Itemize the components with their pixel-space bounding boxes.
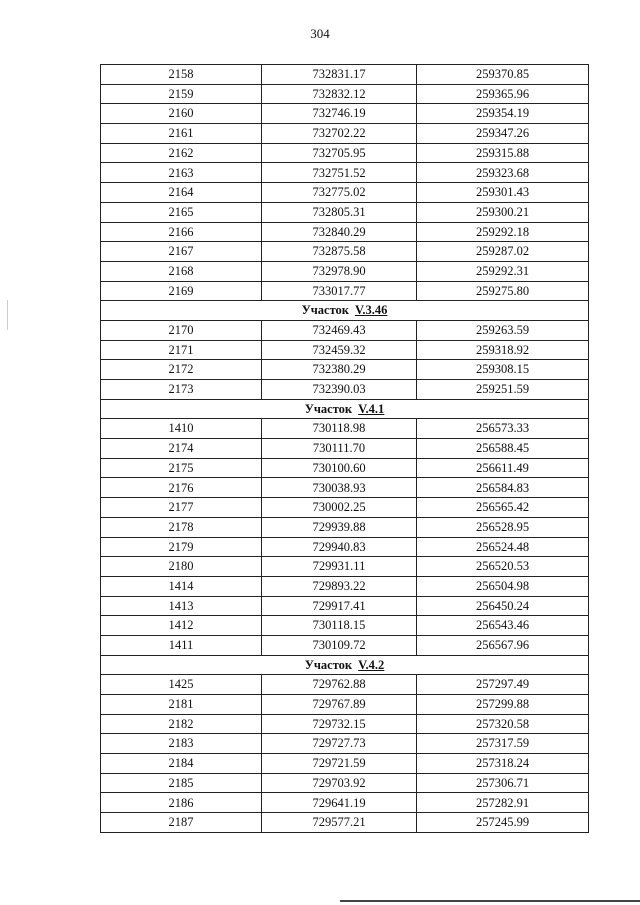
x-coordinate-cell: 729931.11 [262,557,417,577]
bottom-rule [340,900,640,902]
table-row [101,419,589,439]
table-row [101,320,589,340]
table-row [101,360,589,380]
x-coordinate-cell: 729727.73 [262,734,417,754]
y-coordinate-cell: 257318.24 [417,754,589,774]
table-row [101,714,589,734]
section-header-row [101,399,589,419]
point-number-cell: 2160 [101,104,262,124]
section-header-cell [101,399,589,419]
point-number-cell: 2184 [101,754,262,774]
point-number-cell: 2171 [101,340,262,360]
x-coordinate-cell: 732840.29 [262,222,417,242]
section-code: V.4.2 [358,657,385,672]
y-coordinate-cell: 259251.59 [417,380,589,400]
point-number-cell: 2164 [101,183,262,203]
x-coordinate-cell: 732459.32 [262,340,417,360]
section-header-cell [101,655,589,675]
y-coordinate-cell: 259370.85 [417,65,589,85]
x-coordinate-cell: 729721.59 [262,754,417,774]
point-number-cell: 2183 [101,734,262,754]
section-header-row [101,655,589,675]
table-row [101,773,589,793]
point-number-cell: 2177 [101,498,262,518]
y-coordinate-cell: 256573.33 [417,419,589,439]
coordinates-table [100,64,589,833]
y-coordinate-cell: 256584.83 [417,478,589,498]
x-coordinate-cell: 732875.58 [262,242,417,262]
point-number-cell: 2166 [101,222,262,242]
table-row [101,458,589,478]
y-coordinate-cell: 259300.21 [417,202,589,222]
x-coordinate-cell: 732751.52 [262,163,417,183]
section-code: V.4.1 [358,401,385,416]
y-coordinate-cell: 256567.96 [417,635,589,655]
point-number-cell: 2158 [101,65,262,85]
table-row [101,380,589,400]
table-row [101,163,589,183]
x-coordinate-cell: 729893.22 [262,576,417,596]
x-coordinate-cell: 729732.15 [262,714,417,734]
point-number-cell: 2178 [101,517,262,537]
table-row [101,65,589,85]
point-number-cell: 1411 [101,635,262,655]
point-number-cell: 2172 [101,360,262,380]
section-label: Участок [301,303,350,318]
point-number-cell: 2170 [101,320,262,340]
table-row [101,498,589,518]
y-coordinate-cell: 257306.71 [417,773,589,793]
table-row [101,478,589,498]
x-coordinate-cell: 732705.95 [262,143,417,163]
table-row [101,281,589,301]
y-coordinate-cell: 257320.58 [417,714,589,734]
table-row [101,124,589,144]
table-row [101,242,589,262]
x-coordinate-cell: 729762.88 [262,675,417,695]
point-number-cell: 2168 [101,261,262,281]
table-row [101,616,589,636]
y-coordinate-cell: 259315.88 [417,143,589,163]
x-coordinate-cell: 732978.90 [262,261,417,281]
x-coordinate-cell: 730118.98 [262,419,417,439]
x-coordinate-cell: 729939.88 [262,517,417,537]
x-coordinate-cell: 730109.72 [262,635,417,655]
y-coordinate-cell: 259275.80 [417,281,589,301]
y-coordinate-cell: 259323.68 [417,163,589,183]
y-coordinate-cell: 256504.98 [417,576,589,596]
y-coordinate-cell: 257317.59 [417,734,589,754]
x-coordinate-cell: 729641.19 [262,793,417,813]
y-coordinate-cell: 256528.95 [417,517,589,537]
point-number-cell: 1410 [101,419,262,439]
point-number-cell: 2162 [101,143,262,163]
point-number-cell: 2167 [101,242,262,262]
table-row [101,84,589,104]
section-label: Участок [304,401,353,416]
y-coordinate-cell: 256520.53 [417,557,589,577]
point-number-cell: 2169 [101,281,262,301]
table-row [101,439,589,459]
point-number-cell: 1412 [101,616,262,636]
x-coordinate-cell: 732702.22 [262,124,417,144]
x-coordinate-cell: 732390.03 [262,380,417,400]
point-number-cell: 2161 [101,124,262,144]
table-row [101,261,589,281]
x-coordinate-cell: 729703.92 [262,773,417,793]
point-number-cell: 2187 [101,813,262,833]
x-coordinate-cell: 732380.29 [262,360,417,380]
y-coordinate-cell: 257245.99 [417,813,589,833]
point-number-cell: 2186 [101,793,262,813]
table-row [101,537,589,557]
table-row [101,695,589,715]
y-coordinate-cell: 259301.43 [417,183,589,203]
point-number-cell: 2182 [101,714,262,734]
x-coordinate-cell: 730118.15 [262,616,417,636]
x-coordinate-cell: 730100.60 [262,458,417,478]
x-coordinate-cell: 729940.83 [262,537,417,557]
y-coordinate-cell: 256543.46 [417,616,589,636]
y-coordinate-cell: 259354.19 [417,104,589,124]
section-header-cell [101,301,589,321]
table-row [101,813,589,833]
x-coordinate-cell: 729767.89 [262,695,417,715]
point-number-cell: 1414 [101,576,262,596]
table-row [101,202,589,222]
section-header-row [101,301,589,321]
table-row [101,143,589,163]
point-number-cell: 2174 [101,439,262,459]
x-coordinate-cell: 732805.31 [262,202,417,222]
y-coordinate-cell: 257282.91 [417,793,589,813]
point-number-cell: 2176 [101,478,262,498]
table-row [101,675,589,695]
y-coordinate-cell: 256588.45 [417,439,589,459]
point-number-cell: 2159 [101,84,262,104]
page-number: 304 [310,26,330,41]
point-number-cell: 2181 [101,695,262,715]
y-coordinate-cell: 257299.88 [417,695,589,715]
margin-mark [7,300,8,330]
table-row [101,340,589,360]
table-row [101,754,589,774]
x-coordinate-cell: 732775.02 [262,183,417,203]
x-coordinate-cell: 732831.17 [262,65,417,85]
table-row [101,596,589,616]
y-coordinate-cell: 259292.18 [417,222,589,242]
point-number-cell: 2173 [101,380,262,400]
y-coordinate-cell: 256611.49 [417,458,589,478]
section-label: Участок [304,657,353,672]
x-coordinate-cell: 729917.41 [262,596,417,616]
table-row [101,635,589,655]
x-coordinate-cell: 730002.25 [262,498,417,518]
coordinates-table-body [101,65,589,833]
y-coordinate-cell: 259347.26 [417,124,589,144]
x-coordinate-cell: 732832.12 [262,84,417,104]
table-row [101,183,589,203]
point-number-cell: 2185 [101,773,262,793]
y-coordinate-cell: 259365.96 [417,84,589,104]
point-number-cell: 2163 [101,163,262,183]
table-row [101,557,589,577]
table-row [101,793,589,813]
y-coordinate-cell: 256565.42 [417,498,589,518]
y-coordinate-cell: 257297.49 [417,675,589,695]
x-coordinate-cell: 729577.21 [262,813,417,833]
x-coordinate-cell: 733017.77 [262,281,417,301]
y-coordinate-cell: 259318.92 [417,340,589,360]
section-code: V.3.46 [355,303,388,318]
table-row [101,517,589,537]
y-coordinate-cell: 259308.15 [417,360,589,380]
y-coordinate-cell: 256450.24 [417,596,589,616]
point-number-cell: 1413 [101,596,262,616]
table-row [101,576,589,596]
x-coordinate-cell: 732746.19 [262,104,417,124]
x-coordinate-cell: 732469.43 [262,320,417,340]
y-coordinate-cell: 256524.48 [417,537,589,557]
y-coordinate-cell: 259292.31 [417,261,589,281]
point-number-cell: 2165 [101,202,262,222]
point-number-cell: 1425 [101,675,262,695]
table-row [101,734,589,754]
x-coordinate-cell: 730111.70 [262,439,417,459]
y-coordinate-cell: 259263.59 [417,320,589,340]
point-number-cell: 2175 [101,458,262,478]
y-coordinate-cell: 259287.02 [417,242,589,262]
point-number-cell: 2179 [101,537,262,557]
point-number-cell: 2180 [101,557,262,577]
table-row [101,222,589,242]
x-coordinate-cell: 730038.93 [262,478,417,498]
table-row [101,104,589,124]
